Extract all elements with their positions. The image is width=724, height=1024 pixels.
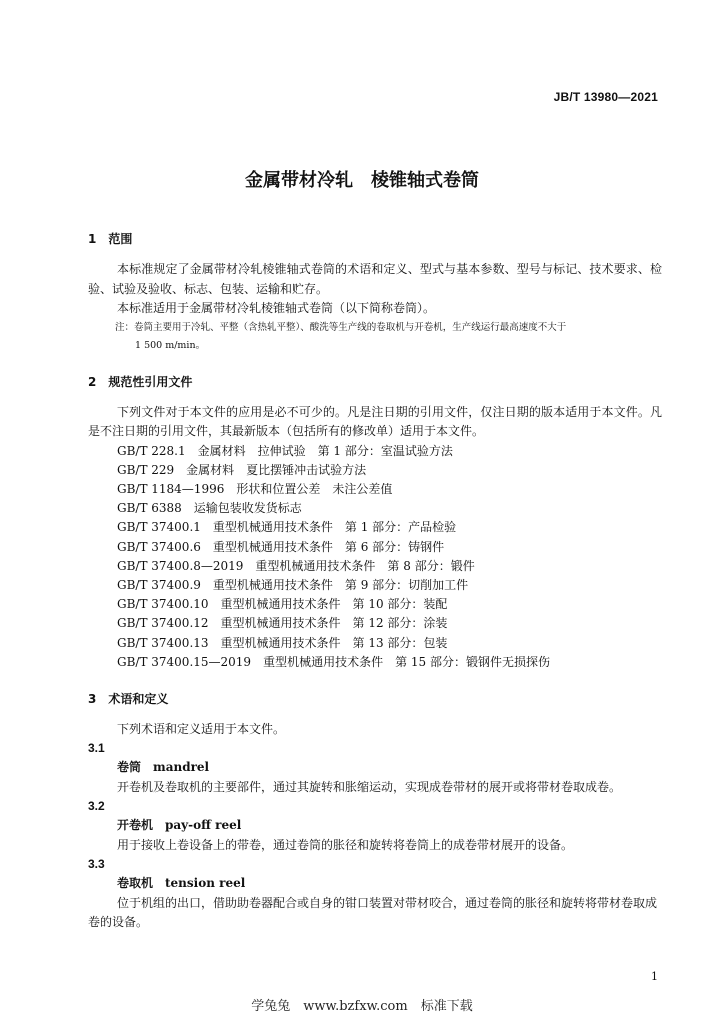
term-definition: 位于机组的出口，借助助卷器配合或自身的钳口装置对带材咬合，通过卷筒的胀径和旋转将带材卷取成卷的设备。 — [88, 895, 658, 930]
term-name: 卷取机 tension reel — [117, 876, 246, 891]
reference-item: GB/T 37400.12 重型机械通用技术条件 第 12 部分：涂装 — [117, 616, 448, 631]
reference-item: GB/T 37400.1 重型机械通用技术条件 第 1 部分：产品检验 — [117, 520, 457, 535]
reference-item: GB/T 37400.15—2019 重型机械通用技术条件 第 15 部分：锻钢件无损探伤 — [117, 654, 550, 669]
term-number: 3.1 — [88, 741, 105, 756]
section-terms-definitions — [88, 688, 662, 933]
document-title: 金属带材冷轧 棱锥轴式卷筒 — [245, 170, 479, 191]
note: 注：卷筒主要用于冷轧、平整（含热轧平整）、酸洗等生产线的卷取机与开卷机，生产线运行最高速度不大于 — [115, 321, 567, 333]
paragraph: 下列术语和定义适用于本文件。 — [117, 721, 286, 736]
section-normative-references — [88, 371, 662, 672]
reference-item: GB/T 37400.9 重型机械通用技术条件 第 9 部分：切削加工件 — [117, 577, 469, 592]
reference-item: GB/T 37400.6 重型机械通用技术条件 第 6 部分：铸钢件 — [117, 539, 445, 554]
reference-item: GB/T 37400.10 重型机械通用技术条件 第 10 部分：装配 — [117, 597, 448, 612]
term-number: 3.2 — [88, 799, 105, 814]
reference-item: GB/T 228.1 金属材料 拉伸试验 第 1 部分：室温试验方法 — [117, 443, 453, 458]
reference-item: GB/T 37400.13 重型机械通用技术条件 第 13 部分：包装 — [117, 635, 448, 650]
section-scope — [88, 228, 662, 355]
section-heading: 1 范围 — [88, 232, 133, 246]
reference-item: GB/T 229 金属材料 夏比摆锤冲击试验方法 — [117, 462, 367, 477]
term-definition: 用于接收上卷设备上的带卷，通过卷筒的胀径和旋转将卷筒上的成卷带材展开的设备。 — [117, 837, 574, 852]
page-number: 1 — [651, 970, 658, 983]
section-heading: 3 术语和定义 — [88, 691, 169, 706]
paragraph: 下列文件对于本文件的应用是必不可少的。凡是注日期的引用文件，仅注日期的版本适用于本文件。凡是不注日期的引用文件，其最新版本（包括所有的修改单）适用于本文件。 — [88, 404, 662, 438]
paragraph: 本标准适用于金属带材冷轧棱锥轴式卷筒（以下简称卷筒）。 — [117, 301, 436, 315]
reference-item: GB/T 1184—1996 形状和位置公差 未注公差值 — [117, 481, 393, 496]
footer-watermark: 学兔兔 www.bzfxw.com 标准下载 — [251, 999, 473, 1014]
section-heading: 2 规范性引用文件 — [88, 374, 193, 389]
term-name: 开卷机 pay-off reel — [117, 818, 242, 833]
note-continuation: 1 500 m/min。 — [135, 339, 206, 351]
paragraph: 本标准规定了金属带材冷轧棱锥轴式卷筒的术语和定义、型式与基本参数、型号与标记、技术要求、检验、试验及验收、标志、包装、运输和贮存。 — [88, 262, 662, 296]
reference-item: GB/T 37400.8—2019 重型机械通用技术条件 第 8 部分：锻件 — [117, 558, 475, 573]
term-number: 3.3 — [88, 857, 105, 872]
term-definition: 开卷机及卷取机的主要部件，通过其旋转和胀缩运动，实现成卷带材的展开或将带材卷取成卷。 — [117, 779, 622, 794]
document-body — [88, 228, 662, 933]
term-name: 卷筒 mandrel — [117, 760, 210, 775]
reference-item: GB/T 6388 运输包装收发货标志 — [117, 501, 302, 516]
standard-number: JB/T 13980—2021 — [553, 90, 658, 104]
